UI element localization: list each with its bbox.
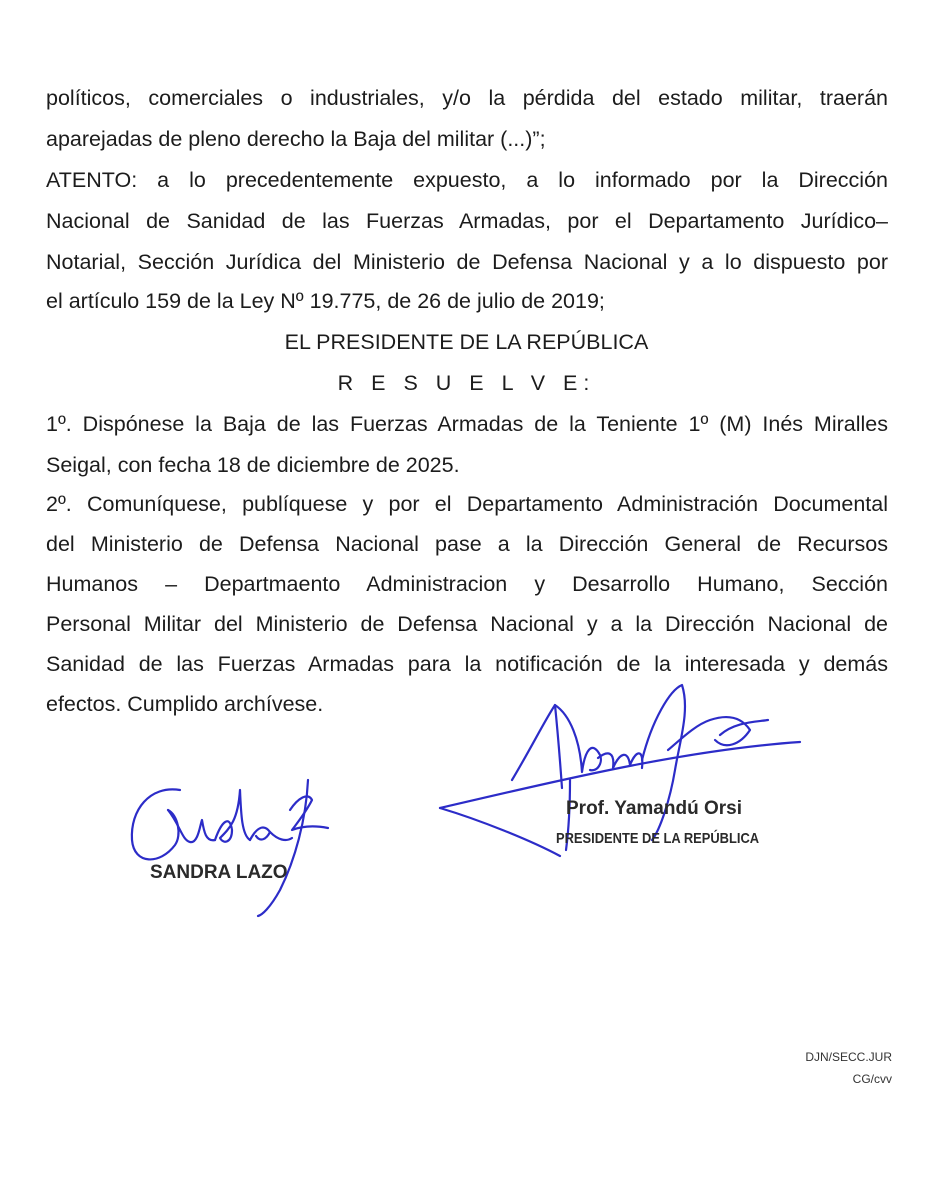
item1-line-2: Seigal, con fecha 18 de diciembre de 2025. <box>46 453 460 477</box>
president-signature-name: Prof. Yamandú Orsi <box>566 798 742 819</box>
body-line-4: Nacional de Sanidad de las Fuerzas Armadas, por el Departamento Jurídico– <box>46 209 888 233</box>
resolve-heading: R E S U E L V E: <box>337 371 596 395</box>
body-line-6: el artículo 159 de la Ley Nº 19.775, de 26 de julio de 2019; <box>46 289 605 313</box>
body-line-5: Notarial, Sección Jurídica del Ministerio de Defensa Nacional y a lo dispuesto por <box>46 250 888 274</box>
item2-line-2: del Ministerio de Defensa Nacional pase a la Dirección General de Recursos <box>46 532 888 556</box>
body-line-3: ATENTO: a lo precedentemente expuesto, a lo informado por la Dirección <box>46 168 888 192</box>
item2-line-6: efectos. Cumplido archívese. <box>46 692 324 716</box>
minister-signature-ink <box>120 770 350 920</box>
minister-signature-name: SANDRA LAZO <box>150 862 288 883</box>
reference-code-1: DJN/SECC.JUR <box>805 1050 892 1064</box>
item2-line-3: Humanos – Departmaento Administracion y Desarrollo Humano, Sección <box>46 572 888 596</box>
body-line-2: aparejadas de pleno derecho la Baja del militar (...)”; <box>46 127 546 151</box>
item2-line-1: 2º. Comuníquese, publíquese y por el Departamento Administración Documental <box>46 492 888 516</box>
item1-line-1: 1º. Dispónese la Baja de las Fuerzas Armadas de la Teniente 1º (M) Inés Miralles <box>46 412 888 436</box>
item2-line-4: Personal Militar del Ministerio de Defensa Nacional y a la Dirección Nacional de <box>46 612 888 636</box>
item2-line-5: Sanidad de las Fuerzas Armadas para la notificación de la interesada y demás <box>46 652 888 676</box>
body-line-1: políticos, comerciales o industriales, y/o la pérdida del estado militar, traerán <box>46 86 888 110</box>
president-signature-title: PRESIDENTE DE LA REPÚBLICA <box>556 830 760 847</box>
resolution-heading: EL PRESIDENTE DE LA REPÚBLICA <box>284 330 649 354</box>
reference-code-2: CG/cvv <box>852 1072 892 1086</box>
